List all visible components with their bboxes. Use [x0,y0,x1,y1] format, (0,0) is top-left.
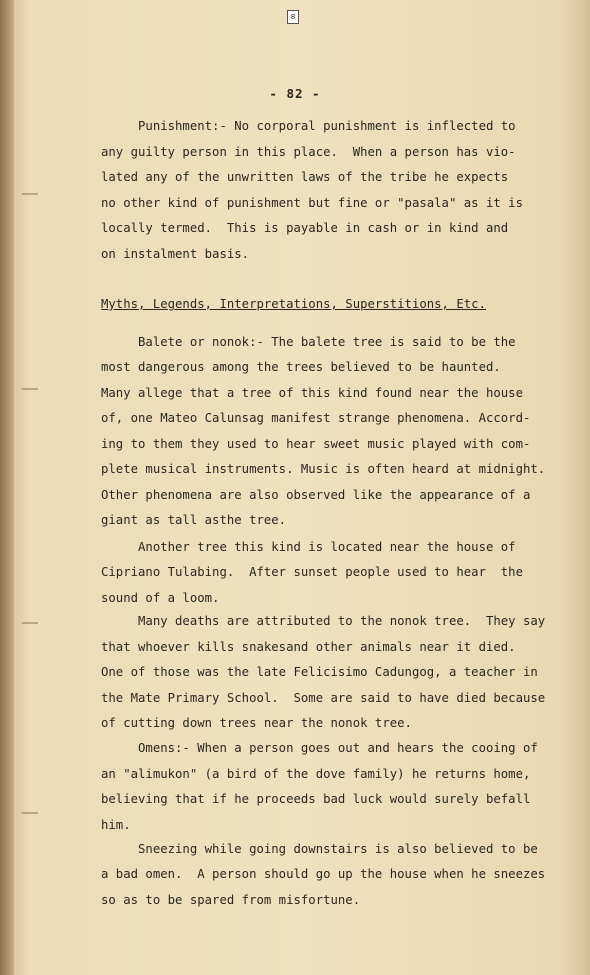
body-line: locally termed. This is payable in cash or in kind and [101,221,509,235]
body-line: Another tree this kind is located near the house of [101,540,516,554]
body-line: on instalment basis. [101,247,250,261]
body-line: One of those was the late Felicisimo Cadungog, a teacher in [101,665,538,679]
body-line: Omens:- When a person goes out and hears the cooing of [101,741,538,755]
body-line: ing to them they used to hear sweet music played with com- [101,437,531,451]
body-line: of cutting down trees near the nonok tree. [101,716,412,730]
body-line: sound of a loom. [101,591,220,605]
body-line: Balete or nonok:- The balete tree is said to be the [101,335,516,349]
body-line: most dangerous among the trees believed to be haunted. [101,360,501,374]
body-line: the Mate Primary School. Some are said to have died because [101,691,546,705]
body-line: that whoever kills snakesand other animals near it died. [101,640,516,654]
body-line: Punishment:- No corporal punishment is inflected to [101,119,516,133]
body-line: an "alimukon" (a bird of the dove family) he returns home, [101,767,531,781]
margin-mark [22,193,38,195]
body-line: plete musical instruments. Music is often heard at midnight. [101,462,546,476]
body-line: Many allege that a tree of this kind found near the house [101,386,523,400]
page-tag: 8 [287,10,299,24]
body-line: so as to be spared from misfortune. [101,893,361,907]
body-line: him. [101,818,131,832]
section-heading: Myths, Legends, Interpretations, Superstitions, Etc. [101,297,486,311]
body-line: lated any of the unwritten laws of the tribe he expects [101,170,509,184]
body-line: no other kind of punishment but fine or "pasala" as it is [101,196,523,210]
body-line: Sneezing while going downstairs is also believed to be [101,842,538,856]
margin-mark [22,388,38,390]
body-line: a bad omen. A person should go up the house when he sneezes [101,867,546,881]
body-line: of, one Mateo Calunsag manifest strange phenomena. Accord- [101,411,531,425]
body-line: any guilty person in this place. When a person has vio- [101,145,516,159]
body-line: believing that if he proceeds bad luck would surely befall [101,792,531,806]
margin-mark [22,812,38,814]
body-line: giant as tall asthe tree. [101,513,287,527]
body-line: Other phenomena are also observed like the appearance of a [101,488,531,502]
page-number: - 82 - [269,86,321,101]
body-line: Many deaths are attributed to the nonok tree. They say [101,614,546,628]
margin-mark [22,622,38,624]
page-binding [0,0,14,975]
body-line: Cipriano Tulabing. After sunset people used to hear the [101,565,523,579]
